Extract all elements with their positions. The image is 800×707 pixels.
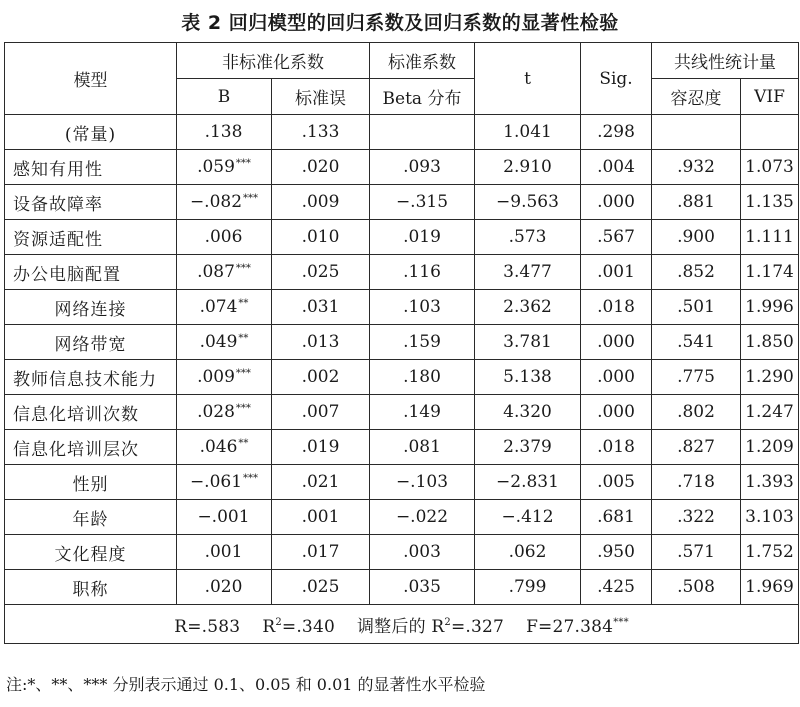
beta-cell: .159 [370, 325, 475, 360]
vif-cell [741, 115, 799, 150]
vif-cell: 1.111 [741, 220, 799, 255]
model-cell: 文化程度 [5, 535, 177, 570]
table-body [5, 115, 799, 605]
vif-cell: 1.174 [741, 255, 799, 290]
table-row [5, 150, 799, 185]
sig-cell: .298 [581, 115, 652, 150]
std-error-cell: .031 [272, 290, 370, 325]
vif-cell: 1.752 [741, 535, 799, 570]
significance-stars: *** [243, 193, 259, 204]
std-error-cell: .007 [272, 395, 370, 430]
significance-stars: *** [235, 403, 251, 414]
vif-cell: 1.393 [741, 465, 799, 500]
sig-cell: .681 [581, 500, 652, 535]
model-cell: (常量) [5, 115, 177, 150]
model-cell: 职称 [5, 570, 177, 605]
t-cell: −2.831 [475, 465, 581, 500]
regression-table [4, 42, 799, 644]
b-cell: .006 [177, 220, 272, 255]
model-summary [5, 605, 799, 644]
vif-cell: 3.103 [741, 500, 799, 535]
std-error-cell: .133 [272, 115, 370, 150]
std-error-cell: .025 [272, 570, 370, 605]
t-cell: 3.781 [475, 325, 581, 360]
table-row [5, 185, 799, 220]
significance-stars: *** [235, 158, 251, 169]
header-std-error: 标准误 [272, 79, 370, 115]
sig-cell: .001 [581, 255, 652, 290]
tolerance-cell: .852 [652, 255, 741, 290]
model-cell: 设备故障率 [5, 185, 177, 220]
tolerance-cell: .900 [652, 220, 741, 255]
significance-stars: ** [238, 298, 249, 309]
tolerance-cell: .508 [652, 570, 741, 605]
table-row [5, 115, 799, 150]
significance-stars: *** [235, 368, 251, 379]
header-unstandardized: 非标准化系数 [177, 43, 370, 79]
std-error-cell: .010 [272, 220, 370, 255]
model-cell: 资源适配性 [5, 220, 177, 255]
model-cell: 教师信息技术能力 [5, 360, 177, 395]
sig-cell: .567 [581, 220, 652, 255]
table-row [5, 220, 799, 255]
table-row [5, 465, 799, 500]
beta-cell: −.103 [370, 465, 475, 500]
beta-cell: .149 [370, 395, 475, 430]
header-collinearity: 共线性统计量 [652, 43, 799, 79]
b-cell: .049** [177, 325, 272, 360]
beta-cell: .180 [370, 360, 475, 395]
b-cell: .046** [177, 430, 272, 465]
header-tolerance: 容忍度 [652, 79, 741, 115]
tolerance-cell: .571 [652, 535, 741, 570]
header-row-1 [5, 43, 799, 79]
table-row [5, 360, 799, 395]
sig-cell: .425 [581, 570, 652, 605]
vif-cell: 1.247 [741, 395, 799, 430]
tolerance-cell: .541 [652, 325, 741, 360]
t-cell: .062 [475, 535, 581, 570]
beta-cell: .093 [370, 150, 475, 185]
beta-cell: .081 [370, 430, 475, 465]
tolerance-cell: .827 [652, 430, 741, 465]
t-cell: −9.563 [475, 185, 581, 220]
sig-cell: .018 [581, 290, 652, 325]
beta-cell: .019 [370, 220, 475, 255]
t-cell: 2.910 [475, 150, 581, 185]
table-row [5, 430, 799, 465]
header-standardized: 标准系数 [370, 43, 475, 79]
model-cell: 年龄 [5, 500, 177, 535]
std-error-cell: .020 [272, 150, 370, 185]
std-error-cell: .019 [272, 430, 370, 465]
sig-cell: .005 [581, 465, 652, 500]
header-beta: Beta 分布 [370, 79, 475, 115]
model-summary-row [5, 605, 799, 644]
t-cell: 2.362 [475, 290, 581, 325]
t-cell: 1.041 [475, 115, 581, 150]
model-cell: 感知有用性 [5, 150, 177, 185]
beta-cell: .003 [370, 535, 475, 570]
b-cell: .074** [177, 290, 272, 325]
model-cell: 信息化培训层次 [5, 430, 177, 465]
table-row [5, 500, 799, 535]
b-cell: .087*** [177, 255, 272, 290]
t-cell: 4.320 [475, 395, 581, 430]
beta-cell: −.022 [370, 500, 475, 535]
sig-cell: .000 [581, 395, 652, 430]
significance-stars: *** [235, 263, 251, 274]
header-sig: Sig. [581, 43, 652, 115]
header-b: B [177, 79, 272, 115]
beta-cell: .116 [370, 255, 475, 290]
std-error-cell: .009 [272, 185, 370, 220]
vif-cell: 1.073 [741, 150, 799, 185]
tolerance-cell: .802 [652, 395, 741, 430]
model-cell: 信息化培训次数 [5, 395, 177, 430]
table-row [5, 535, 799, 570]
b-cell: −.001 [177, 500, 272, 535]
significance-note: 注:*、**、*** 分别表示通过 0.1、0.05 和 0.01 的显著性水平检验 [6, 675, 486, 694]
vif-cell: 1.135 [741, 185, 799, 220]
vif-cell: 1.209 [741, 430, 799, 465]
t-cell: 5.138 [475, 360, 581, 395]
std-error-cell: .013 [272, 325, 370, 360]
std-error-cell: .017 [272, 535, 370, 570]
vif-cell: 1.290 [741, 360, 799, 395]
b-cell: .059*** [177, 150, 272, 185]
tolerance-cell: .718 [652, 465, 741, 500]
significance-stars: ** [238, 333, 249, 344]
beta-cell [370, 115, 475, 150]
table-row [5, 395, 799, 430]
table-row [5, 325, 799, 360]
beta-cell: −.315 [370, 185, 475, 220]
t-cell: 2.379 [475, 430, 581, 465]
tolerance-cell: .501 [652, 290, 741, 325]
b-cell: .001 [177, 535, 272, 570]
tolerance-cell: .932 [652, 150, 741, 185]
model-cell: 网络连接 [5, 290, 177, 325]
vif-cell: 1.969 [741, 570, 799, 605]
sig-cell: .018 [581, 430, 652, 465]
b-cell: −.061*** [177, 465, 272, 500]
tolerance-cell: .322 [652, 500, 741, 535]
tolerance-cell: .775 [652, 360, 741, 395]
vif-cell: 1.850 [741, 325, 799, 360]
b-cell: .028*** [177, 395, 272, 430]
sig-cell: .000 [581, 185, 652, 220]
table-row [5, 570, 799, 605]
b-cell: .138 [177, 115, 272, 150]
significance-stars: *** [243, 473, 259, 484]
t-cell: −.412 [475, 500, 581, 535]
t-cell: .799 [475, 570, 581, 605]
tolerance-cell [652, 115, 741, 150]
sig-cell: .000 [581, 360, 652, 395]
beta-cell: .035 [370, 570, 475, 605]
table-row [5, 255, 799, 290]
significance-stars: ** [238, 438, 249, 449]
std-error-cell: .021 [272, 465, 370, 500]
model-cell: 办公电脑配置 [5, 255, 177, 290]
b-cell: .009*** [177, 360, 272, 395]
t-cell: .573 [475, 220, 581, 255]
model-cell: 性别 [5, 465, 177, 500]
std-error-cell: .002 [272, 360, 370, 395]
model-cell: 网络带宽 [5, 325, 177, 360]
sig-cell: .000 [581, 325, 652, 360]
f-statistic: F=27.384*** [526, 616, 629, 637]
header-model: 模型 [5, 43, 177, 115]
beta-cell: .103 [370, 290, 475, 325]
header-t: t [475, 43, 581, 115]
std-error-cell: .001 [272, 500, 370, 535]
sig-cell: .950 [581, 535, 652, 570]
r-value: R=.583 [174, 616, 241, 637]
t-cell: 3.477 [475, 255, 581, 290]
tolerance-cell: .881 [652, 185, 741, 220]
vif-cell: 1.996 [741, 290, 799, 325]
b-cell: .020 [177, 570, 272, 605]
sig-cell: .004 [581, 150, 652, 185]
b-cell: −.082*** [177, 185, 272, 220]
table-row [5, 290, 799, 325]
adjusted-r-squared: 调整后的 $R^2=.327$ [356, 616, 505, 637]
r-squared: $R^2=.340$ [262, 616, 335, 637]
header-vif: VIF [741, 79, 799, 115]
table-title: 表 2 回归模型的回归系数及回归系数的显著性检验 [181, 12, 619, 34]
std-error-cell: .025 [272, 255, 370, 290]
